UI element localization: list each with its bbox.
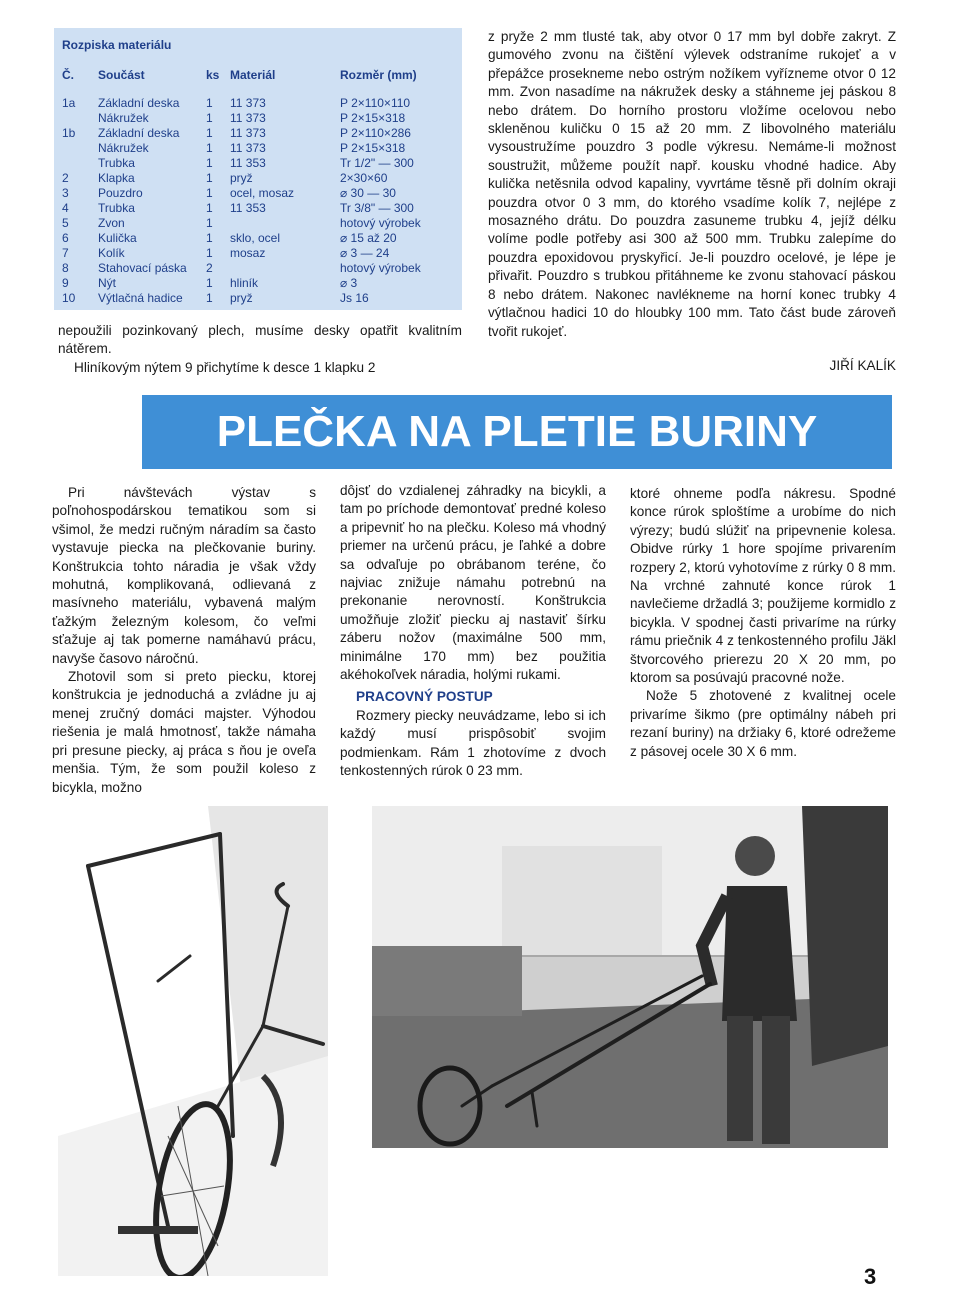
top-right-text	[488, 28, 896, 341]
table-row: 1b Základní deska 1 11 373 P 2×110×286	[62, 126, 411, 140]
weeder-photo-right	[372, 806, 888, 1148]
article-column-3	[630, 485, 896, 761]
table-row: Nákružek 1 11 373 P 2×15×318	[98, 141, 406, 155]
parts-table-title: Rozpiska materiálu	[62, 38, 172, 52]
paragraph: nepoužili pozinkovaný plech, musíme desky opatřit kvalitním nátěrem.	[58, 323, 462, 357]
headline: PLEČKA NA PLETIE BURINY	[216, 407, 818, 456]
table-row: 6 Kulička 1 sklo, ocel ⌀ 15 až 20	[62, 231, 397, 245]
paragraph: Hliníkovým nýtem 9 přichytíme k desce 1 klapku 2	[74, 359, 376, 375]
paragraph: dôjsť do vzdialenej záhradky na bicykli, a tam po príchode demontovať predné koleso a pripevniť ho na plečku. Koleso má vhodný priemer na určenú prácu, je ľahké a dobre sa odvaľuje po obrábanom teréne, čo najviac znižuje námahu potrebnú na prekonanie nerovností. Konštrukcia umožňuje zložiť piecku aj nastaviť šírku záberu nožov (maximálne 500 mm, minimálne 170 mm) bez použitia akéhokoľvek náradia, holými rukami.	[340, 483, 606, 683]
table-row: 10 Výtlačná hadice 1 pryž Js 16	[62, 291, 369, 305]
author-name: JIŘÍ KALÍK	[829, 358, 896, 373]
paragraph: z pryže 2 mm tlusté tak, aby otvor 0 17 mm byl dobře zakryt. Z gumového zvonu na čištění výlevek odstraníme rukojeť a v přepážce prosekneme nebo ostrým nožíkem vyřízneme otvor 0 12 mm. Zvon nasadíme na nákružek desky a stáhneme jej páskou 8 nebo drátem. Do horního prostoru vložíme ocelovou nebo skleněnou kuličku 0 15 až 20 mm. Z libovolného materiálu vysoustružíme pouzdro 3 podle výkresu. Nemáme-li možnost soustružit, můžeme použít např. kousku vhodné hadice. Aby kulička netěsnila odvod kapaliny, vyvrtáme těsně při dolním okraji pouzdra otvor 0 3 mm, do ktorého vsadíme kolík 7, nejlépe z mosazného drátu. Do pouzdra zasuneme trubku 4, jejíž délku volíme podle potřeby asi 300 až 500 mm. Trubku zalepíme do pouzdra epoxidovou pryskyřicí. Je-li pouzdro ocelové, je lépe je přivařit. Pouzdro s trubkou přitáhneme ke zvonu stahovací páskou 8 nebo drátem. Nakonec navlékneme na horní konec trubky 4 výtlačnou hadici 10 do hloubky 100 mm. Tato část bude zároveň tvořit rukojeť.	[488, 29, 896, 339]
article-column-1	[52, 484, 316, 797]
col-header-dimension: Rozměr (mm)	[340, 68, 417, 82]
paragraph: Nože 5 zhotovené z kvalitnej ocele privaríme šikmo (pre optimálny nábeh pri rezaní buriny) na držiaky 6, ktoré odrežeme z pásovej ocele 30 X 6 mm.	[630, 688, 896, 759]
parts-table-body	[54, 96, 462, 306]
weeder-photo-left	[58, 806, 328, 1276]
paragraph: Zhotovil som si preto piecku, ktorej konštrukcia je jednoduchá a zvládne ju aj menej zručný domáci majster. Výhodou riešenia je malá hmotnosť, takže námaha pri presune piecky, aj práca s ňou je oveľa menšia. Tým, že som použil koleso z bicykla, možno	[52, 669, 316, 795]
table-row: 5 Zvon 1 hotový výrobek	[62, 216, 421, 230]
paragraph: Pri návštevách výstav s poľnohospodárskou tematikou som si všimol, že medzi ručným náradím sa často vystavuje piecka na plečkovanie buriny. Konštrukcia tohto náradia je však vždy mohutná, komplikovaná, odlievaná z masívneho materiálu, vybavená malým ťažkým železným kolesom, čo veľmi sťažuje aj tak pomerne namáhavú prácu, navyše časovo náročnú.	[52, 485, 316, 666]
col-header-qty: ks	[206, 68, 220, 82]
top-left-text	[58, 322, 462, 377]
table-row: 2 Klapka 1 pryž 2×30×60	[62, 171, 388, 185]
table-row: 9 Nýt 1 hliník ⌀ 3	[62, 276, 358, 290]
page-number: 3	[864, 1264, 877, 1289]
col-header-part: Součást	[98, 68, 145, 82]
paragraph: Rozmery piecky neuvádzame, lebo si ich každý musí prispôsobiť svojim podmienkam. Rám 1 zhotovíme z dvoch tenkostenných rúrok 0 23 mm.	[340, 707, 606, 779]
col-header-no: Č.	[62, 68, 74, 82]
table-row: 3 Pouzdro 1 ocel, mosaz ⌀ 30 — 30	[62, 186, 396, 200]
table-row: Nákružek 1 11 373 P 2×15×318	[98, 111, 406, 125]
table-row: Trubka 1 11 353 Tr 1/2" — 300	[98, 156, 414, 170]
paragraph: ktoré ohneme podľa nákresu. Spodné konce rúrok sploštíme a urobíme do nich výrezy; budú slúžiť na pripevnenie kolesa. Obidve rúrky 1 hore spojíme privarením rozpery 2, ktorú vyhotovíme z rúrky 0 8 mm. Na vrchné zahnuté konce rúrok 1 navlečieme držadlá 3; použijeme kormidlo z bicykla. V spodnej časti privaríme na rúrky rámu priečnik 4 z tenkostenného profilu Jäkl štvorcového prierezu 20 X 20 mm, po ktorom sa posúvajú pracovné nože.	[630, 486, 896, 686]
headline-banner	[142, 395, 892, 469]
article-column-2	[340, 482, 606, 781]
parts-table	[54, 28, 462, 310]
table-row: 4 Trubka 1 11 353 Tr 3/8" — 300	[62, 201, 414, 215]
col-header-material: Materiál	[230, 68, 276, 82]
table-row: 8 Stahovací páska 2 hotový výrobek	[62, 261, 421, 275]
table-row: 7 Kolík 1 mosaz ⌀ 3 — 24	[62, 246, 390, 260]
section-heading: PRACOVNÝ POSTUP	[356, 689, 493, 705]
table-row: 1a Základní deska 1 11 373 P 2×110×110	[62, 96, 411, 110]
